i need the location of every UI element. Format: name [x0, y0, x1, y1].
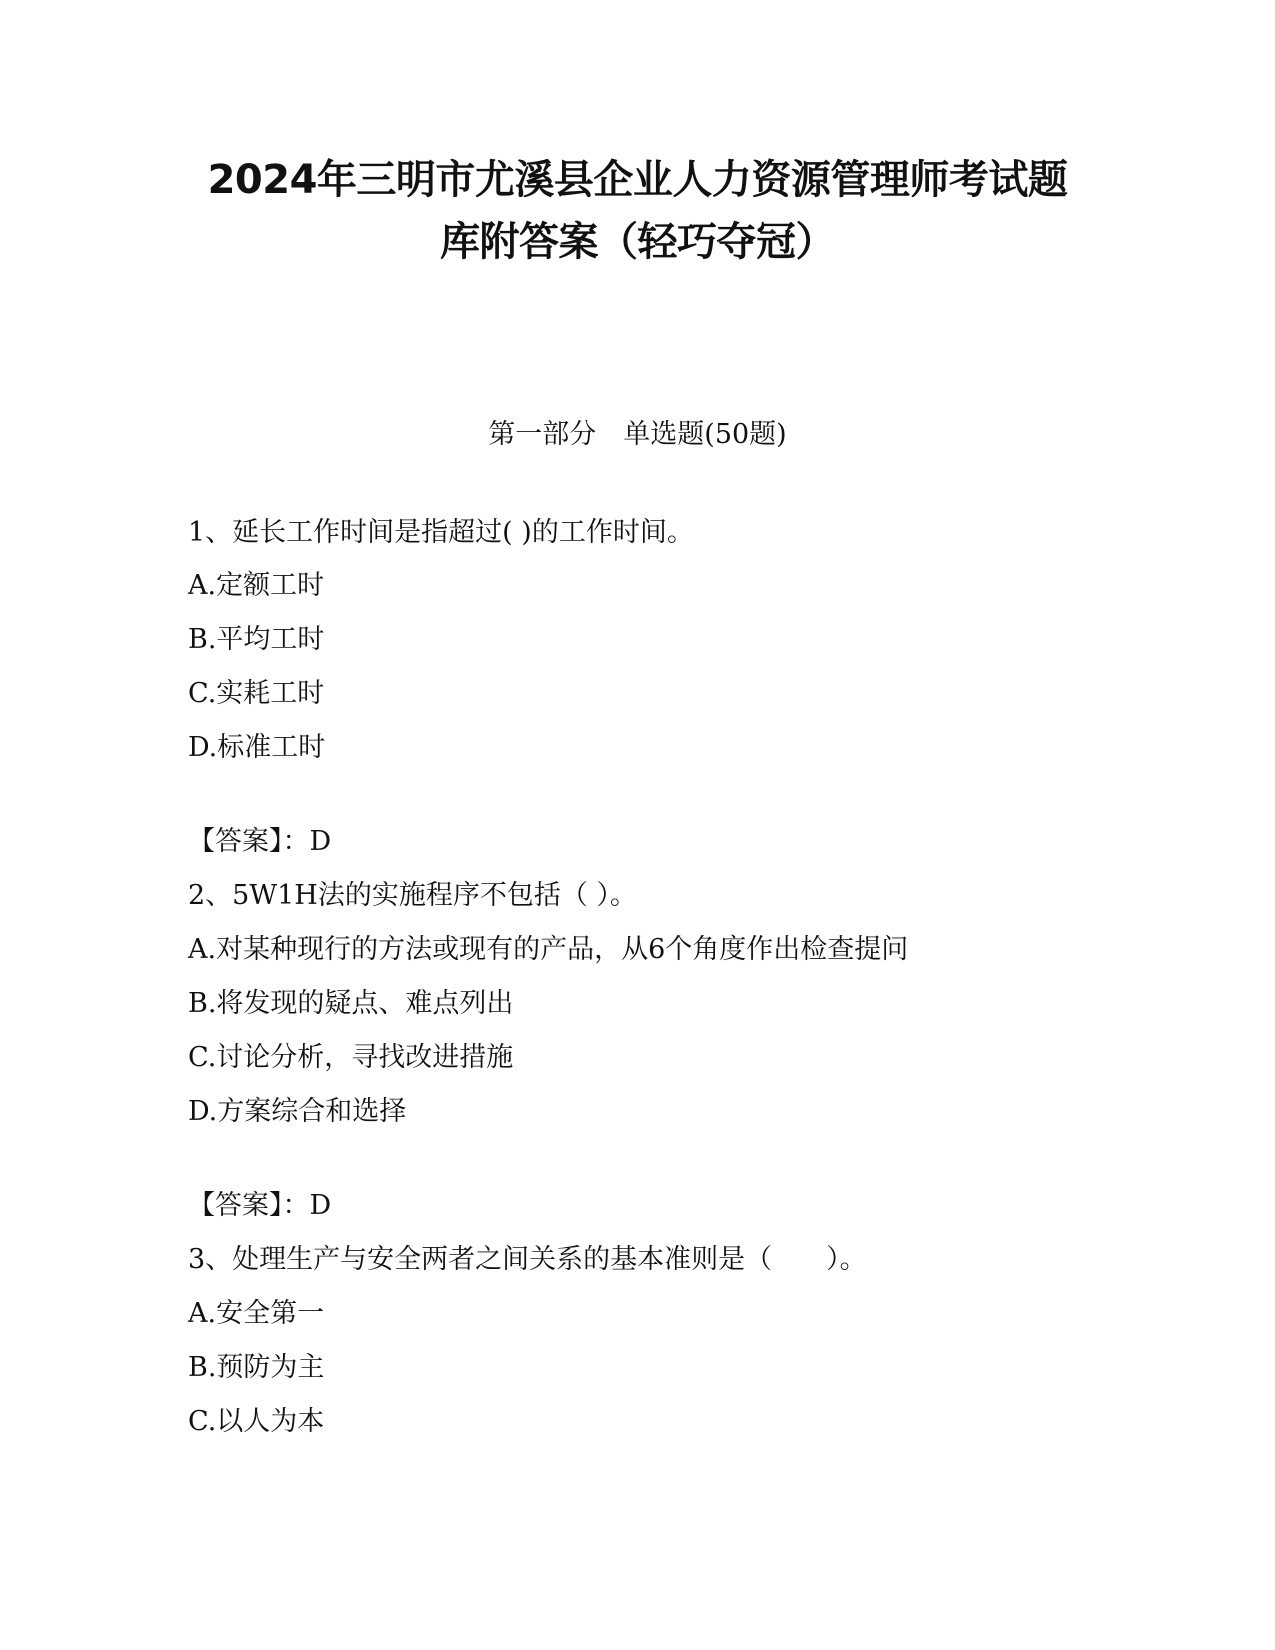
option-b: B.预防为主: [188, 1352, 325, 1383]
section-heading: 第一部分 单选题(50题): [488, 419, 787, 450]
question-stem: 2、5W1H法的实施程序不包括（ ）。: [188, 880, 637, 911]
option-c: C.讨论分析，寻找改进措施: [188, 1042, 514, 1073]
option-d: D.方案综合和选择: [188, 1096, 407, 1127]
option-a: A.安全第一: [188, 1298, 325, 1329]
question-stem: 1、延长工作时间是指超过( )的工作时间。: [188, 517, 694, 548]
option-b: B.将发现的疑点、难点列出: [188, 988, 514, 1019]
answer: 【答案】：D: [188, 1190, 332, 1221]
answer: 【答案】：D: [188, 826, 332, 857]
option-a: A.对某种现行的方法或现有的产品，从6个角度作出检查提问: [188, 934, 909, 965]
title-line-1: 2024年三明市尤溪县企业人力资源管理师考试题: [207, 157, 1068, 203]
option-a: A.定额工时: [188, 570, 325, 601]
option-d: D.标准工时: [188, 732, 326, 763]
option-c: C.以人为本: [188, 1406, 325, 1437]
title-line-2: 库附答案（轻巧夺冠）: [440, 219, 835, 265]
question-stem: 3、处理生产与安全两者之间关系的基本准则是（ ）。: [188, 1244, 867, 1275]
option-c: C.实耗工时: [188, 678, 325, 709]
option-b: B.平均工时: [188, 624, 325, 655]
